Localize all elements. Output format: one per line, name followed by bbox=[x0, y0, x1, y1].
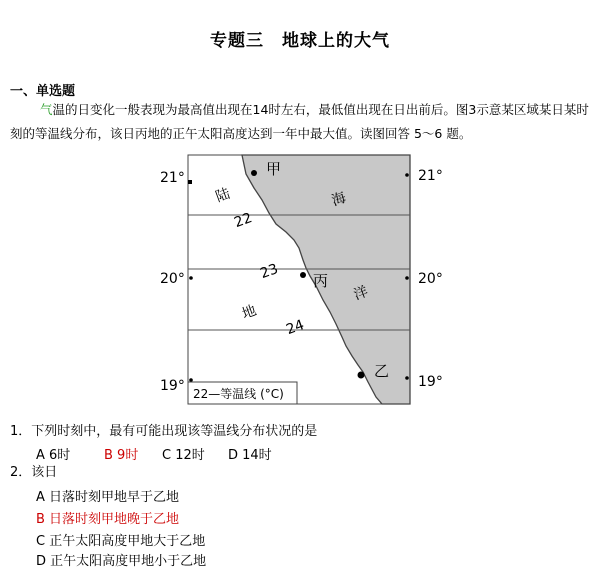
intro-paragraph bbox=[10, 98, 596, 146]
section-heading: 一、单选题 bbox=[10, 84, 76, 99]
page-title: 专题三 地球上的大气 bbox=[210, 31, 390, 51]
land-char-di: 地 bbox=[239, 302, 259, 323]
place-label-bing: 丙 bbox=[313, 272, 329, 290]
legend-text: 22—等温线 (°C) bbox=[193, 387, 284, 401]
lat-label-21-right: 21° bbox=[418, 168, 443, 184]
sea-char-yang: 洋 bbox=[351, 283, 371, 304]
land-char-lu: 陆 bbox=[213, 185, 233, 206]
lat-label-19-right: 19° bbox=[418, 374, 443, 390]
tick-mark-right bbox=[405, 173, 409, 177]
tick-mark-right bbox=[405, 276, 409, 280]
point-bing bbox=[300, 272, 306, 278]
tick-mark-right bbox=[405, 376, 409, 380]
lat-label-20-left: 20° bbox=[160, 271, 185, 287]
question-1-option-c[interactable]: C 12时 bbox=[162, 448, 205, 463]
sea-char-hai: 海 bbox=[329, 189, 349, 210]
isotherm-map bbox=[158, 152, 458, 416]
isotherm-label-23: 23 bbox=[258, 261, 281, 283]
intro-text: 温的日变化一般表现为最高值出现在14时左右，最低值出现在日出前后。图3示意某区域某日某时刻的等温线分布，该日丙地的正午太阳高度达到一年中最大值。读图回答 5～6 题。 bbox=[10, 102, 589, 141]
place-label-jia: 甲 bbox=[266, 160, 282, 178]
question-1-option-b[interactable]: B 9时 bbox=[104, 448, 139, 463]
tick-mark-left bbox=[188, 180, 192, 184]
question-2-stem: 2．该日 bbox=[10, 465, 58, 480]
intro-first-char: 气 bbox=[40, 102, 53, 117]
question-2-option-b[interactable]: B 日落时刻甲地晚于乙地 bbox=[36, 512, 180, 527]
question-1-option-a[interactable]: A 6时 bbox=[36, 448, 71, 463]
tick-mark-left bbox=[189, 378, 193, 382]
point-jia bbox=[251, 170, 257, 176]
question-1-stem: 1．下列时刻中，最有可能出现该等温线分布状况的是 bbox=[10, 424, 318, 439]
question-1-option-d[interactable]: D 14时 bbox=[228, 448, 272, 463]
place-label-yi: 乙 bbox=[374, 362, 390, 380]
tick-mark-left bbox=[189, 276, 193, 280]
point-yi bbox=[358, 372, 365, 379]
lat-label-20-right: 20° bbox=[418, 271, 443, 287]
isotherm-label-22: 22 bbox=[232, 210, 255, 232]
question-2-option-a[interactable]: A 日落时刻甲地早于乙地 bbox=[36, 490, 180, 505]
lat-label-19-left: 19° bbox=[160, 378, 185, 394]
question-2-option-d[interactable]: D 正午太阳高度甲地小于乙地 bbox=[36, 554, 207, 569]
lat-label-21-left: 21° bbox=[160, 170, 185, 186]
isotherm-label-24: 24 bbox=[284, 317, 307, 339]
question-2-option-c[interactable]: C 正午太阳高度甲地大于乙地 bbox=[36, 534, 206, 549]
